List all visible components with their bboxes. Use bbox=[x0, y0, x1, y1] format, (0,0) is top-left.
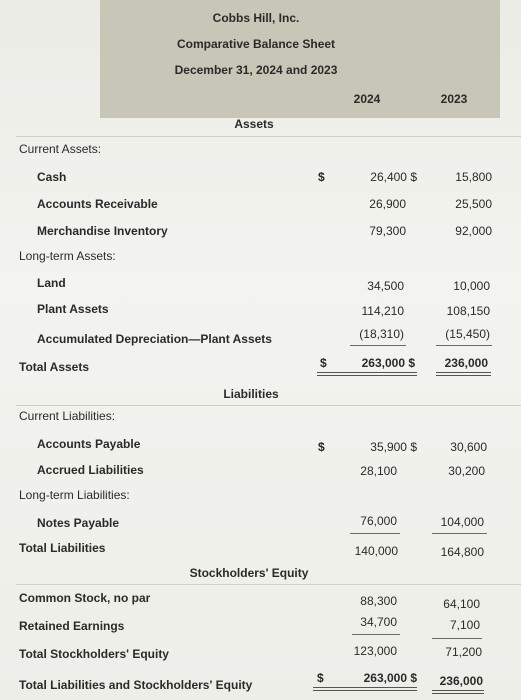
row-label-common-stock: Common Stock, no par bbox=[19, 591, 151, 605]
row-label-total-stockholders-equity: Total Stockholders' Equity bbox=[19, 647, 169, 661]
row-label-cash: Cash bbox=[37, 170, 67, 184]
long-term-assets-heading: Long-term Assets: bbox=[19, 249, 116, 263]
subtotal-rule-2024 bbox=[350, 533, 400, 534]
section-stockholders-equity: Stockholders' Equity bbox=[189, 566, 309, 580]
subtotal-rule-2024 bbox=[350, 345, 406, 346]
statement-date: December 31, 2024 and 2023 bbox=[174, 63, 338, 77]
row-label-total-liabilities-and-equity: Total Liabilities and Stockholders' Equity bbox=[19, 678, 253, 692]
value-2024-merchandise-inventory: 79,300 bbox=[369, 224, 406, 238]
double-rule-2024 bbox=[317, 372, 417, 376]
row-label-notes-payable: Notes Payable bbox=[37, 516, 120, 530]
value-2024-total-liabilities: 140,000 bbox=[354, 544, 398, 558]
row-label-land: Land bbox=[37, 276, 66, 290]
row-label-retained-earnings: Retained Earnings bbox=[19, 619, 125, 633]
divider bbox=[16, 584, 521, 585]
column-header-2024: 2024 bbox=[353, 92, 381, 106]
value-2023-accounts-receivable: 25,500 bbox=[455, 197, 492, 211]
value-2023-total-liabilities: 164,800 bbox=[440, 545, 484, 559]
company-name: Cobbs Hill, Inc. bbox=[212, 11, 300, 25]
current-liabilities-heading: Current Liabilities: bbox=[19, 409, 116, 423]
value-2024-accrued-liabilities: 28,100 bbox=[360, 464, 397, 478]
section-assets: Assets bbox=[234, 117, 274, 131]
section-liabilities: Liabilities bbox=[223, 387, 279, 401]
row-label-accrued-liabilities: Accrued Liabilities bbox=[37, 463, 144, 477]
value-2023-land: 10,000 bbox=[453, 279, 490, 293]
double-rule-2024 bbox=[313, 687, 417, 691]
subtotal-rule-2023 bbox=[432, 638, 482, 639]
value-2024-accumulated-depreciation: (18,310) bbox=[359, 327, 404, 341]
row-label-merchandise-inventory: Merchandise Inventory bbox=[37, 224, 168, 238]
row-label-accumulated-depreciation: Accumulated Depreciation—Plant Assets bbox=[37, 332, 272, 346]
row-label-accounts-payable: Accounts Payable bbox=[37, 437, 141, 451]
value-2023-merchandise-inventory: 92,000 bbox=[455, 224, 492, 238]
value-2023-plant-assets: 108,150 bbox=[446, 304, 490, 318]
current-assets-heading: Current Assets: bbox=[19, 142, 102, 156]
value-2023-retained-earnings: 7,100 bbox=[449, 618, 480, 632]
value-2024-cash: 26,400 $ bbox=[370, 170, 417, 184]
dollar-sign: $ bbox=[318, 440, 325, 454]
row-label-accounts-receivable: Accounts Receivable bbox=[37, 197, 158, 211]
value-2024-retained-earnings: 34,700 bbox=[360, 615, 397, 629]
subtotal-rule-2023 bbox=[432, 533, 487, 534]
value-2023-cash: 15,800 bbox=[455, 170, 492, 184]
value-2023-total-liabilities-and-equity: 236,000 bbox=[439, 674, 483, 688]
row-label-total-liabilities: Total Liabilities bbox=[19, 541, 106, 555]
row-label-plant-assets: Plant Assets bbox=[37, 302, 109, 316]
value-2023-common-stock: 64,100 bbox=[443, 597, 480, 611]
double-rule-2023 bbox=[436, 372, 491, 376]
divider bbox=[16, 136, 521, 137]
value-2024-total-stockholders-equity: 123,000 bbox=[353, 644, 397, 658]
value-2024-notes-payable: 76,000 bbox=[360, 514, 397, 528]
long-term-liabilities-heading: Long-term Liabilities: bbox=[19, 488, 130, 502]
column-header-2023: 2023 bbox=[440, 92, 468, 106]
value-2023-total-assets: 236,000 bbox=[444, 356, 488, 370]
value-2023-total-stockholders-equity: 71,200 bbox=[445, 645, 482, 659]
value-2024-total-assets: 263,000 $ bbox=[361, 356, 415, 370]
value-2024-plant-assets: 114,210 bbox=[361, 304, 404, 318]
dollar-sign: $ bbox=[320, 356, 327, 370]
double-rule-2023 bbox=[432, 690, 484, 694]
value-2024-common-stock: 88,300 bbox=[360, 594, 397, 608]
subtotal-rule-2024 bbox=[352, 634, 400, 635]
value-2023-notes-payable: 104,000 bbox=[440, 515, 484, 529]
value-2023-accounts-payable: 30,600 bbox=[450, 440, 487, 454]
divider bbox=[16, 405, 521, 406]
row-label-total-assets: Total Assets bbox=[19, 360, 90, 374]
value-2024-total-liabilities-and-equity: 263,000 $ bbox=[363, 671, 417, 685]
value-2024-accounts-receivable: 26,900 bbox=[369, 197, 406, 211]
value-2024-accounts-payable: 35,900 $ bbox=[370, 440, 417, 454]
value-2023-accumulated-depreciation: (15,450) bbox=[445, 327, 490, 341]
value-2024-land: 34,500 bbox=[367, 279, 404, 293]
dollar-sign: $ bbox=[318, 170, 325, 184]
subtotal-rule-2023 bbox=[436, 345, 492, 346]
value-2023-accrued-liabilities: 30,200 bbox=[448, 464, 485, 478]
statement-title: Comparative Balance Sheet bbox=[176, 37, 336, 51]
dollar-sign: $ bbox=[317, 671, 324, 685]
